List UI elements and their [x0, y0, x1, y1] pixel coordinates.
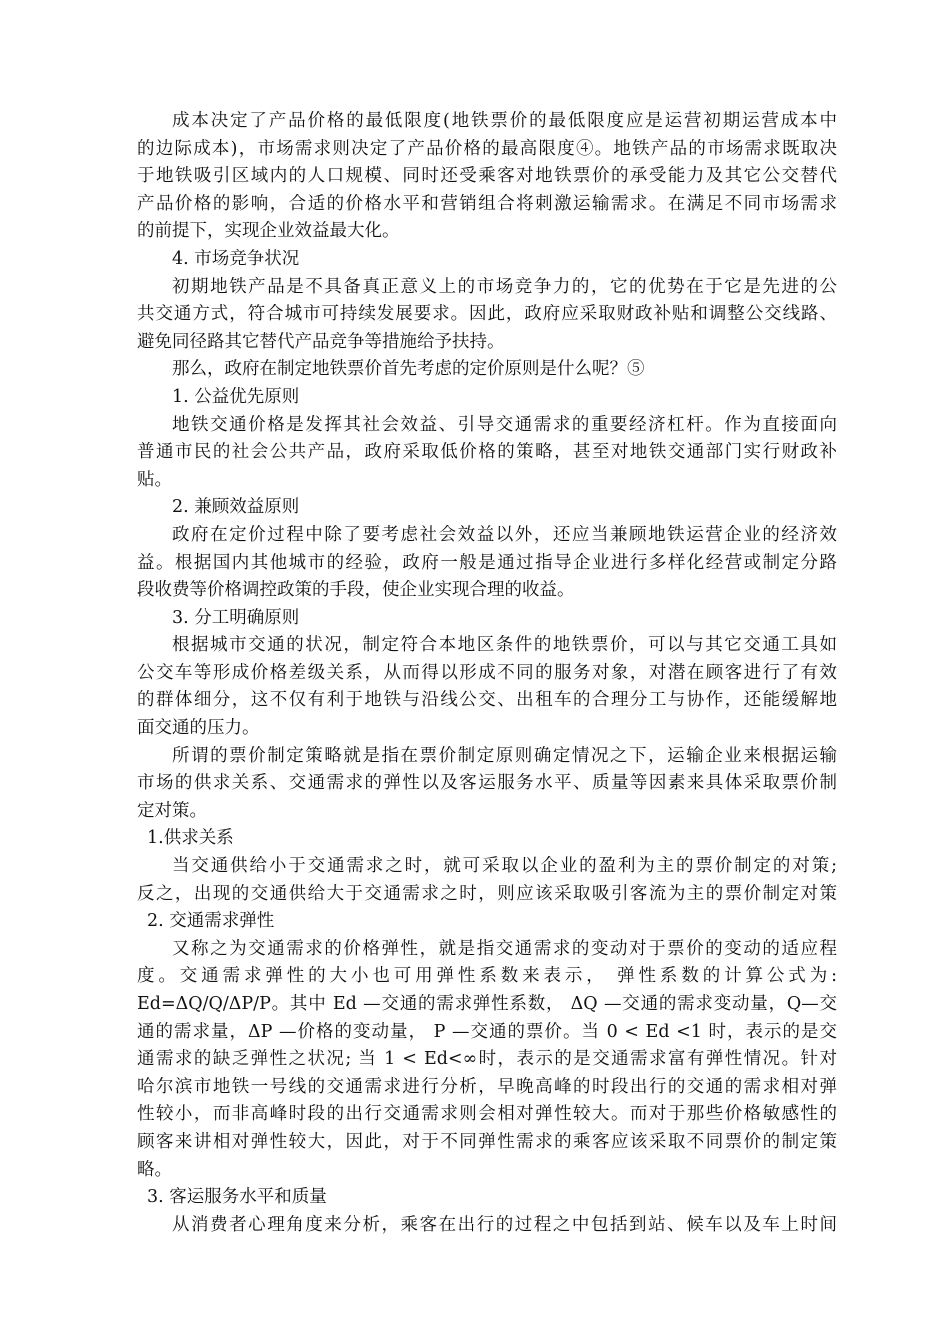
text-line: 那么，政府在制定地铁票价首先考虑的定价原则是什么呢？⑤ [172, 359, 645, 380]
text-line: 政府在定价过程中除了要考虑社会效益以外，还应当兼顾地铁运营企业的经济效 [172, 524, 837, 545]
section-heading: 1. 公益优先原则 [172, 386, 300, 407]
text-line: 段收费等价格调控政策的手段，使企业实现合理的收益。 [137, 580, 575, 601]
text-line: 通需求的缺乏弹性之状况; 当 1 < Ed<∞时，表示的是交通需求富有弹性情况。针对 [137, 1049, 837, 1070]
section-heading: 1.供求关系 [147, 828, 234, 849]
text-line: 当交通供给小于交通需求之时，就可采取以企业的盈利为主的票价制定的对策; [172, 856, 837, 877]
text-line: 度。交通需求弹性的大小也可用弹性系数来表示， 弹性系数的计算公式为: [137, 966, 837, 987]
section-heading: 4. 市场竞争状况 [172, 248, 300, 269]
text-line: 的前提下，实现企业效益最大化。 [137, 221, 400, 242]
text-line: 避免同径路其它替代产品竞争等措施给予扶持。 [137, 331, 505, 352]
text-line: 哈尔滨市地铁一号线的交通需求进行分析，早晚高峰的时段出行的交通的需求相对弹 [137, 1076, 837, 1097]
text-line: 市场的供求关系、交通需求的弹性以及客运服务水平、质量等因素来具体采取票价制 [137, 773, 837, 794]
text-line: 略。 [137, 1159, 172, 1180]
text-line: 根据城市交通的状况，制定符合本地区条件的地铁票价，可以与其它交通工具如 [172, 635, 837, 656]
text-line: 定对策。 [137, 800, 207, 821]
text-line: 于地铁吸引区域内的人口规模、同时还受乘客对地铁票价的承受能力及其它公交替代 [137, 166, 837, 187]
text-line: 通的需求量，ΔP —价格的变动量， P —交通的票价。当 0 < Ed <1 时，表示的是交 [137, 1021, 837, 1042]
text-line: 的群体细分，这不仅有利于地铁与沿线公交、出租车的合理分工与协作，还能缓解地 [137, 690, 837, 711]
text-line: 共交通方式，符合城市可持续发展要求。因此，政府应采取财政补贴和调整公交线路、 [137, 304, 837, 325]
text-line: 益。根据国内其他城市的经验，政府一般是通过指导企业进行多样化经营或制定分路 [137, 552, 837, 573]
text-line: 初期地铁产品是不具备真正意义上的市场竞争力的，它的优势在于它是先进的公 [172, 276, 837, 297]
text-line: 地铁交通价格是发挥其社会效益、引导交通需求的重要经济杠杆。作为直接面向 [172, 414, 837, 435]
text-line: 普通市民的社会公共产品，政府采取低价格的策略，甚至对地铁交通部门实行财政补 [137, 442, 837, 463]
section-heading: 3. 分工明确原则 [172, 607, 300, 628]
formula-line: Ed=ΔQ/Q/ΔP/P。其中 Ed —交通的需求弹性系数， ΔQ —交通的需求变动量，Q—交 [137, 994, 837, 1014]
text-line: 从消费者心理角度来分析，乘客在出行的过程之中包括到站、候车以及车上时间 [172, 1214, 837, 1235]
text-line: 顾客来讲相对弹性较大，因此，对于不同弹性需求的乘客应该采取不同票价的制定策 [137, 1131, 837, 1152]
section-heading: 2. 兼顾效益原则 [172, 497, 300, 518]
text-line: 公交车等形成价格差级关系，从而得以形成不同的服务对象，对潜在顾客进行了有效 [137, 662, 837, 683]
text-line: 所谓的票价制定策略就是指在票价制定原则确定情况之下，运输企业来根据运输 [172, 745, 837, 766]
text-line: 又称之为交通需求的价格弹性，就是指交通需求的变动对于票价的变动的适应程 [172, 938, 837, 959]
text-line: 贴。 [137, 469, 172, 490]
text-line: 成本决定了产品价格的最低限度(地铁票价的最低限度应是运营初期运营成本中 [172, 111, 837, 131]
text-line: 产品价格的影响，合适的价格水平和营销组合将刺激运输需求。在满足不同市场需求 [137, 193, 837, 214]
section-heading: 3. 客运服务水平和质量 [147, 1187, 327, 1208]
section-heading: 2. 交通需求弹性 [147, 911, 275, 932]
document-page [137, 108, 837, 1239]
text-line: 面交通的压力。 [137, 718, 260, 739]
text-line: 反之，出现的交通供给大于交通需求之时，则应该采取吸引客流为主的票价制定对策 [137, 883, 837, 904]
text-line: 的边际成本)，市场需求则决定了产品价格的最高限度④。地铁产品的市场需求既取决 [137, 138, 837, 159]
text-line: 性较小，而非高峰时段的出行交通需求则会相对弹性较大。而对于那些价格敏感性的 [137, 1104, 837, 1125]
